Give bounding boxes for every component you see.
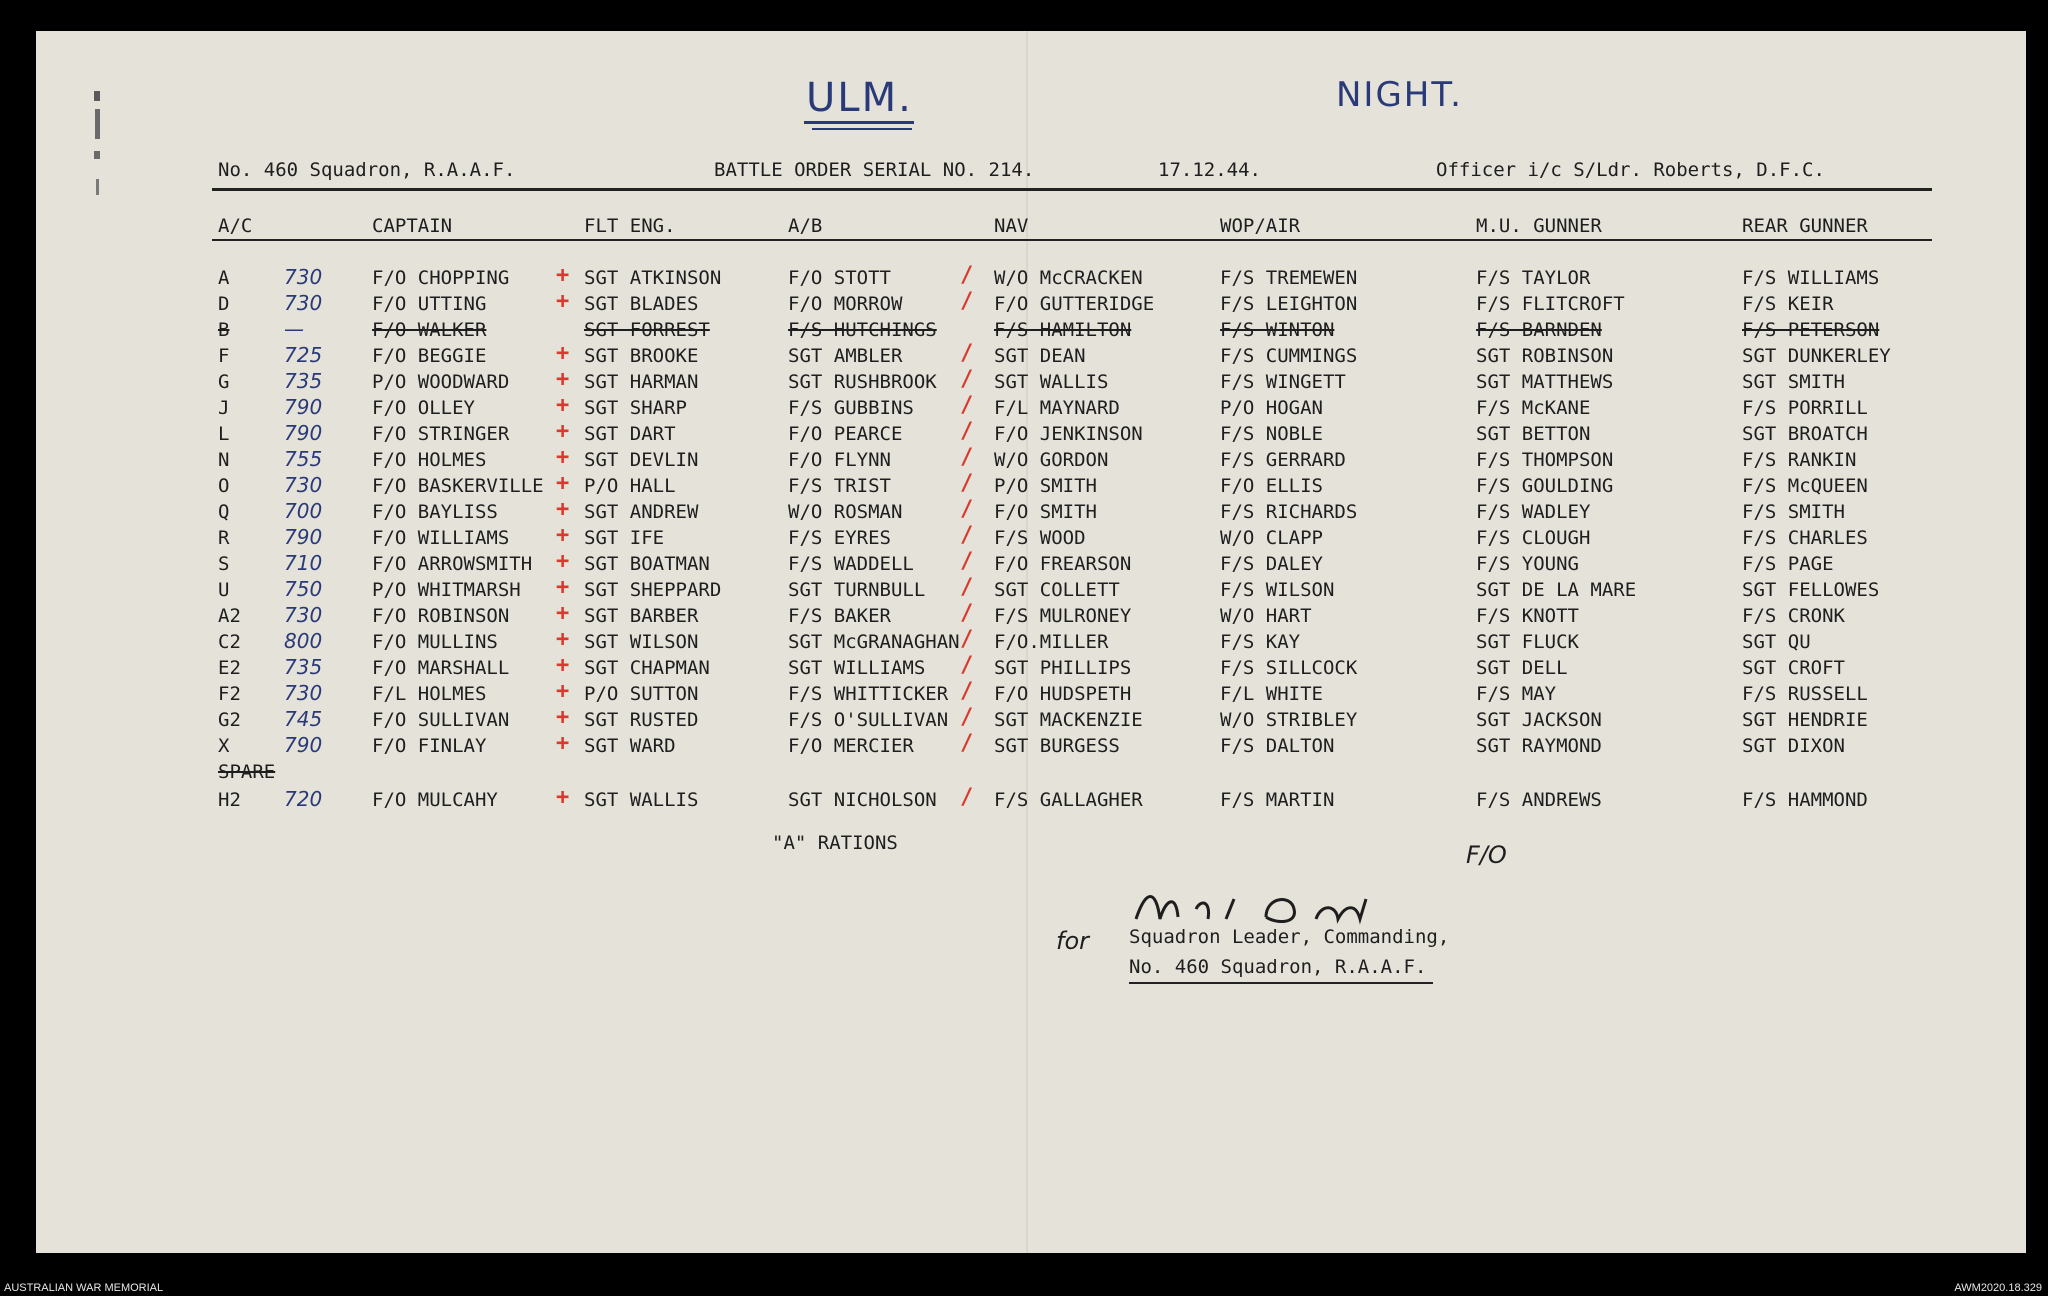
cell-ab: F/O STOTT xyxy=(788,267,891,289)
red-tick-mark: / xyxy=(960,627,974,652)
red-tick-mark: / xyxy=(960,523,974,548)
red-check-mark: + xyxy=(556,445,570,470)
cell-nav: F/O FREARSON xyxy=(994,553,1132,575)
signatory-title: Squadron Leader, Commanding, xyxy=(1129,926,1450,948)
cell-mu: SGT MATTHEWS xyxy=(1476,371,1614,393)
cell-ac: F2 xyxy=(218,683,241,705)
cell-rear: F/S KEIR xyxy=(1742,293,1834,315)
cell-wop: F/S DALTON xyxy=(1220,735,1335,757)
cell-captain: F/O BASKERVILLE xyxy=(372,475,544,497)
cell-rear: F/S PETERSON xyxy=(1742,319,1880,341)
red-tick-mark: / xyxy=(960,575,974,600)
cell-nav: F/S WOOD xyxy=(994,527,1086,549)
cell-mu: SGT JACKSON xyxy=(1476,709,1602,731)
cell-rear: SGT QU xyxy=(1742,631,1811,653)
red-check-mark: + xyxy=(556,523,570,548)
handwritten-number: 735 xyxy=(284,655,323,679)
cell-ac: U xyxy=(218,579,230,601)
handwritten-number: 790 xyxy=(284,525,323,549)
handwritten-number: 720 xyxy=(284,787,323,811)
red-check-mark: + xyxy=(556,705,570,730)
cell-mu: SGT RAYMOND xyxy=(1476,735,1602,757)
handwritten-number: 790 xyxy=(284,421,323,445)
cell-rear: F/S CRONK xyxy=(1742,605,1845,627)
cell-eng: SGT BARBER xyxy=(584,605,699,627)
cell-ab: F/O PEARCE xyxy=(788,423,903,445)
red-tick-mark: / xyxy=(960,497,974,522)
red-tick-mark: / xyxy=(960,731,974,756)
cell-eng: SGT DART xyxy=(584,423,676,445)
handwritten-number: 730 xyxy=(284,681,323,705)
cell-rear: F/S PAGE xyxy=(1742,553,1834,575)
cell-ab: F/S GUBBINS xyxy=(788,397,914,419)
red-check-mark: + xyxy=(556,601,570,626)
cell-ac: D xyxy=(218,293,230,315)
cell-ab: F/O FLYNN xyxy=(788,449,891,471)
cell-wop: F/S WILSON xyxy=(1220,579,1335,601)
red-tick-mark: / xyxy=(960,549,974,574)
cell-ac: E2 xyxy=(218,657,241,679)
cell-nav: F/L MAYNARD xyxy=(994,397,1120,419)
cell-eng: SGT WILSON xyxy=(584,631,699,653)
cell-wop: F/S CUMMINGS xyxy=(1220,345,1358,367)
cell-nav: SGT DEAN xyxy=(994,345,1086,367)
cell-wop: F/S MARTIN xyxy=(1220,789,1335,811)
cell-captain: P/O WHITMARSH xyxy=(372,579,521,601)
cell-eng: SGT SHARP xyxy=(584,397,687,419)
cell-ab: F/O MORROW xyxy=(788,293,903,315)
handwritten-number: 730 xyxy=(284,473,323,497)
handwritten-number: — xyxy=(284,317,304,341)
red-tick-mark: / xyxy=(960,653,974,678)
cell-ab: SGT NICHOLSON xyxy=(788,789,937,811)
cell-eng: SGT BROOKE xyxy=(584,345,699,367)
cell-rear: SGT FELLOWES xyxy=(1742,579,1880,601)
cell-rear: F/S WILLIAMS xyxy=(1742,267,1880,289)
cell-ab: W/O ROSMAN xyxy=(788,501,903,523)
cell-mu: F/S WADLEY xyxy=(1476,501,1591,523)
cell-ab: F/S HUTCHINGS xyxy=(788,319,937,341)
cell-nav: W/O McCRACKEN xyxy=(994,267,1143,289)
cell-wop: F/S NOBLE xyxy=(1220,423,1323,445)
cell-wop: W/O HART xyxy=(1220,605,1312,627)
cell-mu: SGT DE LA MARE xyxy=(1476,579,1637,601)
cell-wop: F/S KAY xyxy=(1220,631,1301,653)
cell-ab: F/S BAKER xyxy=(788,605,891,627)
cell-rear: SGT DIXON xyxy=(1742,735,1845,757)
cell-rear: F/S McQUEEN xyxy=(1742,475,1868,497)
cell-ac: B xyxy=(218,319,230,341)
red-tick-mark: / xyxy=(960,679,974,704)
signatory-unit: No. 460 Squadron, R.A.A.F. xyxy=(1129,956,1427,978)
cell-rear: F/S PORRILL xyxy=(1742,397,1868,419)
handwritten-number: 725 xyxy=(284,343,323,367)
cell-mu: F/S FLITCROFT xyxy=(1476,293,1625,315)
handwritten-number: 710 xyxy=(284,551,323,575)
red-check-mark: + xyxy=(556,341,570,366)
cell-ac: H2 xyxy=(218,789,241,811)
cell-ac: X xyxy=(218,735,230,757)
handwritten-number: 700 xyxy=(284,499,323,523)
red-tick-mark: / xyxy=(960,393,974,418)
cell-wop: F/S RICHARDS xyxy=(1220,501,1358,523)
cell-wop: F/S GERRARD xyxy=(1220,449,1346,471)
cell-wop: F/S LEIGHTON xyxy=(1220,293,1358,315)
cell-eng: SGT ANDREW xyxy=(584,501,699,523)
cell-nav: P/O SMITH xyxy=(994,475,1097,497)
cell-rear: F/S CHARLES xyxy=(1742,527,1868,549)
cell-rear: SGT HENDRIE xyxy=(1742,709,1868,731)
cell-mu: F/S MAY xyxy=(1476,683,1557,705)
col-flt-eng: FLT ENG. xyxy=(584,215,676,237)
red-tick-mark: / xyxy=(960,289,974,314)
cell-eng: SGT WARD xyxy=(584,735,676,757)
column-header-rule xyxy=(212,239,1932,241)
cell-mu: F/S CLOUGH xyxy=(1476,527,1591,549)
cell-ac: Q xyxy=(218,501,230,523)
red-check-mark: + xyxy=(556,627,570,652)
cell-eng: SGT CHAPMAN xyxy=(584,657,710,679)
battle-order-header: BATTLE ORDER SERIAL NO. 214. xyxy=(714,159,1035,181)
cell-mu: F/S THOMPSON xyxy=(1476,449,1614,471)
col-captain: CAPTAIN xyxy=(372,215,453,237)
cell-rear: SGT BROATCH xyxy=(1742,423,1868,445)
cell-ab: F/S TRIST xyxy=(788,475,891,497)
cell-mu: SGT DELL xyxy=(1476,657,1568,679)
cell-captain: F/O MULLINS xyxy=(372,631,498,653)
cell-captain: F/O SULLIVAN xyxy=(372,709,510,731)
cell-eng: SGT DEVLIN xyxy=(584,449,699,471)
signature-for-note: for xyxy=(1056,927,1089,955)
cell-mu: SGT BETTON xyxy=(1476,423,1591,445)
cell-ab: F/S EYRES xyxy=(788,527,891,549)
red-check-mark: + xyxy=(556,731,570,756)
cell-captain: F/O HOLMES xyxy=(372,449,487,471)
cell-ab: SGT WILLIAMS xyxy=(788,657,926,679)
handwritten-number: 750 xyxy=(284,577,323,601)
cell-wop: P/O HOGAN xyxy=(1220,397,1323,419)
red-tick-mark: / xyxy=(960,341,974,366)
red-check-mark: + xyxy=(556,471,570,496)
col-rear-gunner: REAR GUNNER xyxy=(1742,215,1868,237)
cell-ac: A xyxy=(218,267,230,289)
handwritten-number: 755 xyxy=(284,447,323,471)
red-tick-mark: / xyxy=(960,419,974,444)
squadron-header: No. 460 Squadron, R.A.A.F. xyxy=(218,159,516,181)
cell-ac: A2 xyxy=(218,605,241,627)
cell-wop: F/O ELLIS xyxy=(1220,475,1323,497)
col-ab: A/B xyxy=(788,215,823,237)
cell-eng: SGT IFE xyxy=(584,527,665,549)
col-ac: A/C xyxy=(218,215,253,237)
cell-mu: F/S GOULDING xyxy=(1476,475,1614,497)
cell-nav: F/S GALLAGHER xyxy=(994,789,1143,811)
cell-ab: F/S O'SULLIVAN xyxy=(788,709,949,731)
red-check-mark: + xyxy=(556,497,570,522)
cell-eng: SGT HARMAN xyxy=(584,371,699,393)
cell-ab: F/S WADDELL xyxy=(788,553,914,575)
cell-wop: W/O STRIBLEY xyxy=(1220,709,1358,731)
cell-eng: SGT BOATMAN xyxy=(584,553,710,575)
cell-nav: F/S MULRONEY xyxy=(994,605,1132,627)
cell-mu: F/S BARNDEN xyxy=(1476,319,1602,341)
cell-nav: F/S HAMILTON xyxy=(994,319,1132,341)
red-tick-mark: / xyxy=(960,601,974,626)
footer-source: AUSTRALIAN WAR MEMORIAL xyxy=(4,1282,164,1294)
cell-eng: SGT RUSTED xyxy=(584,709,699,731)
handwritten-ulm: ULM. xyxy=(806,75,913,121)
cell-wop: F/S SILLCOCK xyxy=(1220,657,1358,679)
cell-wop: W/O CLAPP xyxy=(1220,527,1323,549)
cell-nav: SGT BURGESS xyxy=(994,735,1120,757)
cell-captain: F/O WILLIAMS xyxy=(372,527,510,549)
red-check-mark: + xyxy=(556,679,570,704)
cell-mu: SGT FLUCK xyxy=(1476,631,1579,653)
ulm-underline-2 xyxy=(812,128,912,130)
signature-rank-note: F/O xyxy=(1466,841,1507,869)
cell-eng: SGT SHEPPARD xyxy=(584,579,722,601)
cell-ac: L xyxy=(218,423,230,445)
cell-captain: F/O CHOPPING xyxy=(372,267,510,289)
red-check-mark: + xyxy=(556,367,570,392)
cell-nav: SGT PHILLIPS xyxy=(994,657,1132,679)
cell-captain: F/O BEGGIE xyxy=(372,345,487,367)
rations-note: "A" RATIONS xyxy=(772,832,898,854)
cell-rear: F/S RANKIN xyxy=(1742,449,1857,471)
handwritten-number: 800 xyxy=(284,629,323,653)
cell-rear: SGT DUNKERLEY xyxy=(1742,345,1891,367)
cell-eng: SGT FORREST xyxy=(584,319,710,341)
cell-ac: J xyxy=(218,397,230,419)
cell-ac: G xyxy=(218,371,230,393)
signatory-underline xyxy=(1129,982,1433,984)
header-rule xyxy=(212,188,1932,191)
cell-eng: SGT ATKINSON xyxy=(584,267,722,289)
footer-accession: AWM2020.18.329 xyxy=(1954,1282,2042,1294)
cell-nav: F/O SMITH xyxy=(994,501,1097,523)
red-tick-mark: / xyxy=(960,367,974,392)
cell-mu: F/S McKANE xyxy=(1476,397,1591,419)
cell-ac: R xyxy=(218,527,230,549)
col-wop-air: WOP/AIR xyxy=(1220,215,1301,237)
cell-ab: SGT TURNBULL xyxy=(788,579,926,601)
cell-ab: F/O MERCIER xyxy=(788,735,914,757)
cell-rear: F/S SMITH xyxy=(1742,501,1845,523)
cell-ac: O xyxy=(218,475,230,497)
ulm-underline xyxy=(804,121,914,124)
handwritten-number: 730 xyxy=(284,265,323,289)
cell-eng: P/O HALL xyxy=(584,475,676,497)
red-check-mark: + xyxy=(556,549,570,574)
cell-ac: G2 xyxy=(218,709,241,731)
red-check-mark: + xyxy=(556,393,570,418)
cell-nav: F/O HUDSPETH xyxy=(994,683,1132,705)
cell-ac: C2 xyxy=(218,631,241,653)
cell-captain: F/O WALKER xyxy=(372,319,487,341)
cell-captain: F/O ARROWSMITH xyxy=(372,553,533,575)
cell-wop: F/S WINTON xyxy=(1220,319,1335,341)
red-tick-mark: / xyxy=(960,263,974,288)
cell-ac: SPARE xyxy=(218,761,276,783)
cell-mu: F/S ANDREWS xyxy=(1476,789,1602,811)
cell-captain: F/O BAYLISS xyxy=(372,501,498,523)
cell-captain: F/O STRINGER xyxy=(372,423,510,445)
handwritten-number: 735 xyxy=(284,369,323,393)
cell-ab: SGT AMBLER xyxy=(788,345,903,367)
red-check-mark: + xyxy=(556,263,570,288)
red-tick-mark: / xyxy=(960,445,974,470)
cell-mu: F/S KNOTT xyxy=(1476,605,1579,627)
cell-rear: F/S HAMMOND xyxy=(1742,789,1868,811)
cell-captain: F/O FINLAY xyxy=(372,735,487,757)
handwritten-number: 730 xyxy=(284,603,323,627)
col-nav: NAV xyxy=(994,215,1029,237)
cell-nav: F/O.MILLER xyxy=(994,631,1109,653)
cell-nav: W/O GORDON xyxy=(994,449,1109,471)
cell-nav: SGT MACKENZIE xyxy=(994,709,1143,731)
handwritten-number: 790 xyxy=(284,733,323,757)
cell-nav: SGT WALLIS xyxy=(994,371,1109,393)
cell-nav: SGT COLLETT xyxy=(994,579,1120,601)
cell-mu: F/S TAYLOR xyxy=(1476,267,1591,289)
red-check-mark: + xyxy=(556,785,570,810)
red-check-mark: + xyxy=(556,419,570,444)
cell-ac: F xyxy=(218,345,230,367)
red-tick-mark: / xyxy=(960,471,974,496)
cell-wop: F/S TREMEWEN xyxy=(1220,267,1358,289)
cell-nav: F/O GUTTERIDGE xyxy=(994,293,1155,315)
cell-captain: F/O MARSHALL xyxy=(372,657,510,679)
document-paper xyxy=(36,31,2026,1253)
cell-eng: P/O SUTTON xyxy=(584,683,699,705)
handwritten-number: 745 xyxy=(284,707,323,731)
officer-header: Officer i/c S/Ldr. Roberts, D.F.C. xyxy=(1436,159,1825,181)
cell-ab: F/S WHITTICKER xyxy=(788,683,949,705)
cell-wop: F/L WHITE xyxy=(1220,683,1323,705)
cell-captain: F/O ROBINSON xyxy=(372,605,510,627)
cell-eng: SGT BLADES xyxy=(584,293,699,315)
cell-captain: F/L HOLMES xyxy=(372,683,487,705)
handwritten-number: 790 xyxy=(284,395,323,419)
red-check-mark: + xyxy=(556,289,570,314)
cell-ab: SGT McGRANAGHAN xyxy=(788,631,960,653)
cell-captain: F/O MULCAHY xyxy=(372,789,498,811)
col-mu-gunner: M.U. GUNNER xyxy=(1476,215,1602,237)
red-check-mark: + xyxy=(556,575,570,600)
cell-rear: F/S RUSSELL xyxy=(1742,683,1868,705)
cell-wop: F/S WINGETT xyxy=(1220,371,1346,393)
cell-wop: F/S DALEY xyxy=(1220,553,1323,575)
cell-nav: F/O JENKINSON xyxy=(994,423,1143,445)
handwritten-number: 730 xyxy=(284,291,323,315)
cell-ac: S xyxy=(218,553,230,575)
red-check-mark: + xyxy=(556,653,570,678)
cell-captain: P/O WOODWARD xyxy=(372,371,510,393)
red-tick-mark: / xyxy=(960,705,974,730)
cell-ab: SGT RUSHBROOK xyxy=(788,371,937,393)
cell-rear: SGT CROFT xyxy=(1742,657,1845,679)
cell-captain: F/O OLLEY xyxy=(372,397,475,419)
handwritten-night: NIGHT. xyxy=(1336,75,1463,115)
cell-mu: SGT ROBINSON xyxy=(1476,345,1614,367)
cell-rear: SGT SMITH xyxy=(1742,371,1845,393)
cell-ac: N xyxy=(218,449,230,471)
cell-captain: F/O UTTING xyxy=(372,293,487,315)
red-tick-mark: / xyxy=(960,785,974,810)
date-header: 17.12.44. xyxy=(1158,159,1261,181)
cell-eng: SGT WALLIS xyxy=(584,789,699,811)
cell-mu: F/S YOUNG xyxy=(1476,553,1579,575)
punch-marks xyxy=(92,91,104,211)
